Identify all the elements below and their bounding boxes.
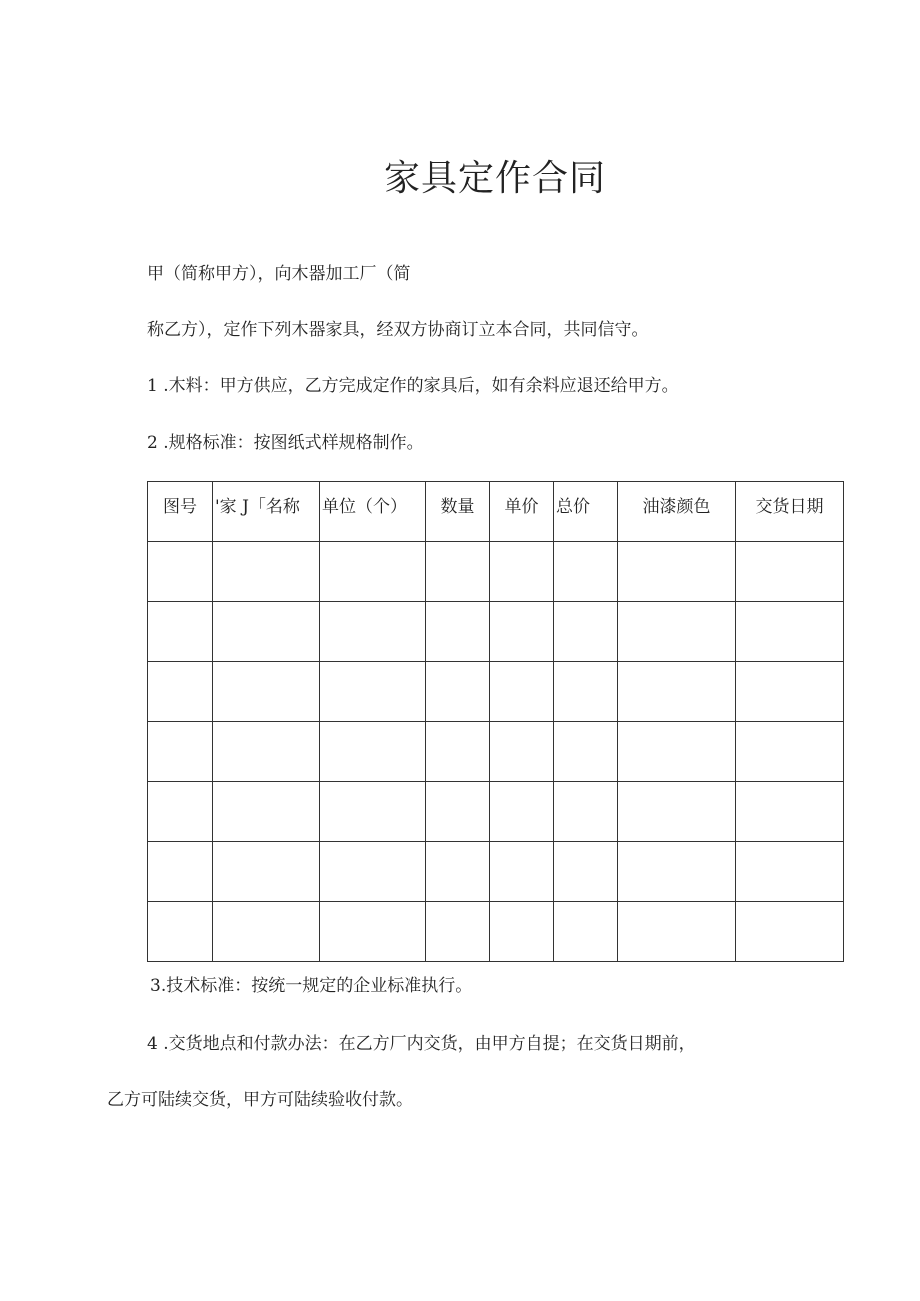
table-cell — [148, 542, 213, 602]
table-cell — [148, 602, 213, 662]
table-cell — [320, 662, 426, 722]
table-cell — [426, 722, 490, 782]
table-cell — [213, 782, 320, 842]
table-row — [148, 782, 844, 842]
col-header-total-price: 总价 — [554, 482, 618, 542]
table-cell — [736, 842, 844, 902]
table-cell — [736, 782, 844, 842]
table-cell — [736, 602, 844, 662]
table-cell — [426, 782, 490, 842]
table-cell — [554, 602, 618, 662]
table-cell — [618, 602, 736, 662]
table-cell — [320, 902, 426, 962]
table-header-row — [148, 482, 844, 542]
table-cell — [554, 902, 618, 962]
table-cell — [736, 722, 844, 782]
table-row — [148, 602, 844, 662]
col-header-quantity: 数量 — [426, 482, 490, 542]
col-header-furniture-name: '家 J「名称 — [213, 482, 320, 542]
col-header-paint-color: 油漆颜色 — [618, 482, 736, 542]
table-cell — [490, 662, 554, 722]
table-cell — [618, 902, 736, 962]
table-row — [148, 542, 844, 602]
table-cell — [490, 722, 554, 782]
table-cell — [148, 902, 213, 962]
table-row — [148, 722, 844, 782]
table-cell — [490, 842, 554, 902]
table-row — [148, 662, 844, 722]
table-cell — [213, 842, 320, 902]
table-cell — [490, 902, 554, 962]
table-cell — [554, 842, 618, 902]
col-header-drawing-no: 图号 — [148, 482, 213, 542]
table-cell — [426, 902, 490, 962]
party-intro-line-2: 称乙方），定作下列木器家具，经双方协商订立本合同，共同信守。 — [147, 320, 649, 340]
table-cell — [426, 602, 490, 662]
contract-title: 家具定作合同 — [383, 158, 606, 199]
table-cell — [618, 722, 736, 782]
table-cell — [320, 602, 426, 662]
table-cell — [320, 842, 426, 902]
table-cell — [426, 662, 490, 722]
table-cell — [148, 782, 213, 842]
party-intro-line-1: 甲（简称甲方），向木器加工厂（简 — [147, 264, 411, 284]
table-cell — [618, 842, 736, 902]
clause-4-delivery-payment-line-1: 4 .交货地点和付款办法：在乙方厂内交货，由甲方自提；在交货日期前， — [147, 1034, 696, 1054]
table-row — [148, 902, 844, 962]
table-cell — [426, 542, 490, 602]
table-cell — [490, 782, 554, 842]
table-cell — [736, 542, 844, 602]
table-cell — [490, 542, 554, 602]
table-cell — [213, 722, 320, 782]
col-header-delivery-date: 交货日期 — [736, 482, 844, 542]
table-cell — [320, 782, 426, 842]
clause-4-delivery-payment-line-2: 乙方可陆续交货，甲方可陆续验收付款。 — [107, 1090, 413, 1110]
table-cell — [554, 782, 618, 842]
col-header-unit-price: 单价 — [490, 482, 554, 542]
table-cell — [736, 662, 844, 722]
table-cell — [554, 662, 618, 722]
clause-2-spec-standard: 2 .规格标准：按图纸式样规格制作。 — [147, 433, 424, 453]
table-cell — [618, 662, 736, 722]
table-cell — [148, 662, 213, 722]
col-header-unit: 单位（个） — [320, 482, 426, 542]
furniture-order-table — [147, 481, 844, 962]
table-cell — [554, 722, 618, 782]
clause-3-tech-standard: 3.技术标准：按统一规定的企业标准执行。 — [150, 976, 473, 996]
table-cell — [213, 662, 320, 722]
table-cell — [618, 782, 736, 842]
clause-1-wood-material: 1 .木料：甲方供应，乙方完成定作的家具后，如有余料应退还给甲方。 — [147, 376, 679, 396]
table-cell — [736, 902, 844, 962]
table-cell — [213, 902, 320, 962]
table-cell — [490, 602, 554, 662]
table-row — [148, 842, 844, 902]
table-cell — [618, 542, 736, 602]
table-cell — [148, 842, 213, 902]
table-cell — [213, 542, 320, 602]
table-cell — [213, 602, 320, 662]
table-cell — [320, 542, 426, 602]
table-cell — [320, 722, 426, 782]
table-cell — [554, 542, 618, 602]
table-cell — [426, 842, 490, 902]
table-cell — [148, 722, 213, 782]
